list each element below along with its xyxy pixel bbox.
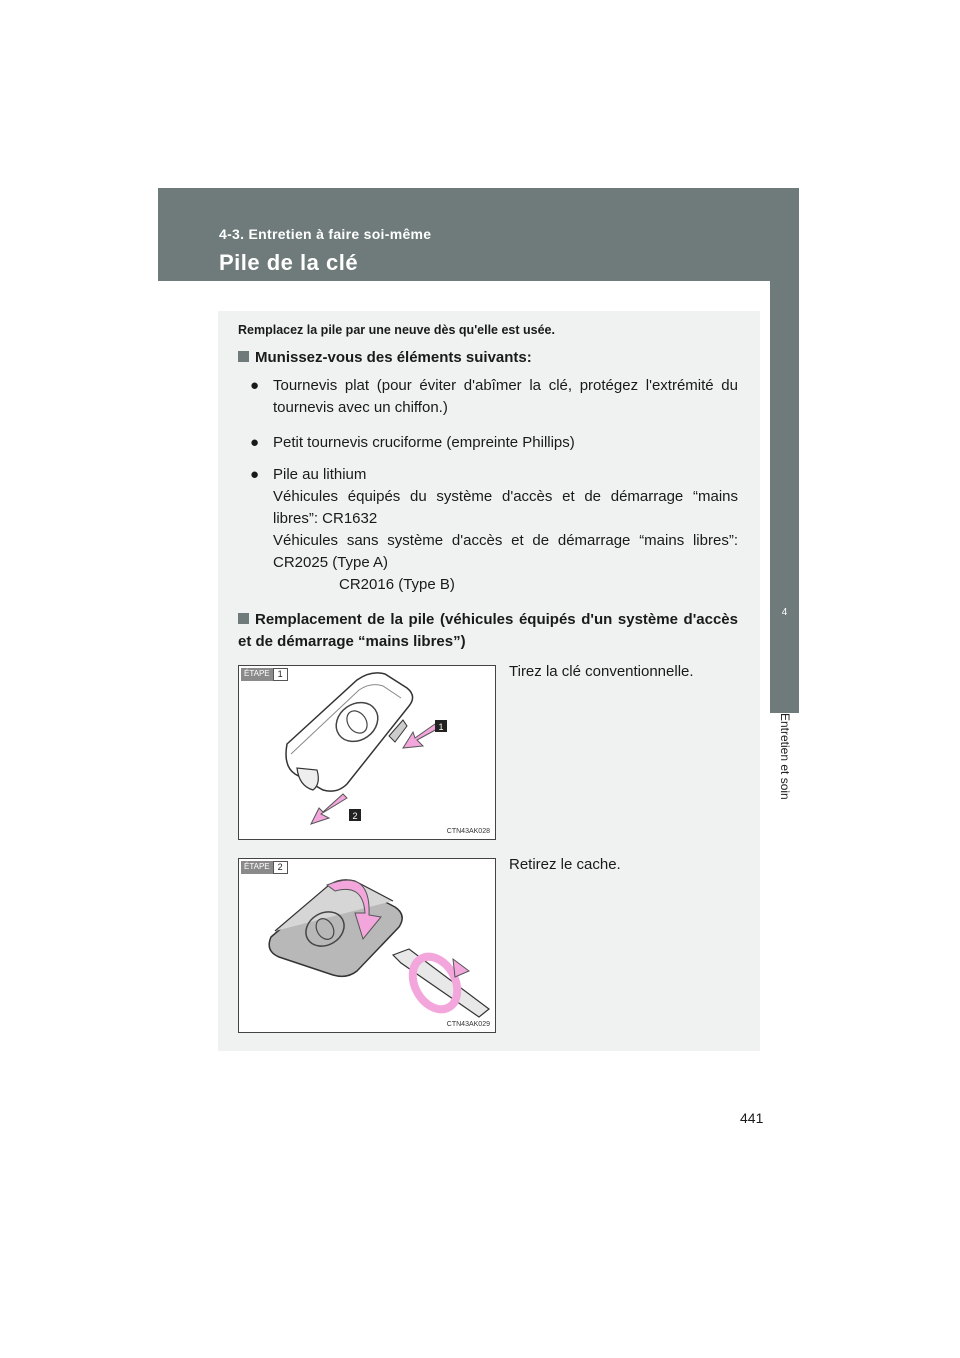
chapter-label-text: Entretien et soin [778, 713, 792, 800]
chapter-number: 4 [781, 607, 788, 618]
replace-heading-text: Remplacement de la pile (véhicules équipés d'un système d'accès et de démarrage “mains libres”) [238, 611, 738, 650]
list-item-text: Petit tournevis cruciforme (empreinte Phillips) [273, 434, 575, 451]
step-1-figure [238, 665, 496, 840]
content-panel [218, 311, 760, 1051]
figure-code: CTN43AK029 [446, 1021, 490, 1028]
list-item-subline: Véhicules sans système d'accès et de démarrage “mains libres”: CR2025 (Type A) [273, 532, 738, 571]
bullet-dot-icon: ● [250, 434, 260, 451]
key-fob-cover-illustration [239, 859, 495, 1032]
list-item-text: Pile au lithium [273, 466, 367, 483]
section-label: 4-3. Entretien à faire soi-même [219, 226, 432, 242]
step-2-figure [238, 858, 496, 1033]
step-label: ÉTAPE [241, 861, 273, 874]
list-item [250, 464, 738, 596]
chapter-tab-label [772, 713, 799, 863]
page-number: 441 [740, 1110, 764, 1126]
list-item-subline: Véhicules équipés du système d'accès et de démarrage “mains libres”: CR1632 [273, 488, 738, 527]
square-bullet-icon [238, 613, 249, 624]
step-badge [241, 668, 288, 681]
list-item [250, 375, 738, 419]
items-heading [238, 347, 738, 369]
list-item-text: Tournevis plat (pour éviter d'abîmer la clé, protégez l'extrémité du tournevis avec un chiffon.) [273, 377, 738, 416]
bullet-dot-icon: ● [250, 377, 260, 394]
list-item [250, 432, 738, 454]
intro-text: Remplacez la pile par une neuve dès qu'elle est usée. [238, 323, 555, 337]
callout-marker-text: 2 [352, 811, 358, 821]
callout-marker-text: 1 [438, 722, 444, 732]
step-label: ÉTAPE [241, 668, 273, 681]
key-fob-illustration [239, 666, 495, 839]
chapter-header [158, 188, 799, 281]
step-2-caption: Retirez le cache. [509, 856, 621, 873]
square-bullet-icon [238, 351, 249, 362]
chapter-tab [770, 281, 799, 713]
items-heading-text: Munissez-vous des éléments suivants: [255, 349, 532, 366]
page-title: Pile de la clé [219, 250, 359, 275]
step-badge [241, 861, 288, 874]
bullet-dot-icon: ● [250, 466, 260, 483]
step-1-caption: Tirez la clé conventionnelle. [509, 663, 694, 680]
list-item-subline: CR2016 (Type B) [339, 576, 455, 593]
step-number: 2 [273, 861, 288, 874]
figure-code: CTN43AK028 [446, 828, 490, 835]
step-number: 1 [273, 668, 288, 681]
replace-heading [238, 609, 738, 653]
